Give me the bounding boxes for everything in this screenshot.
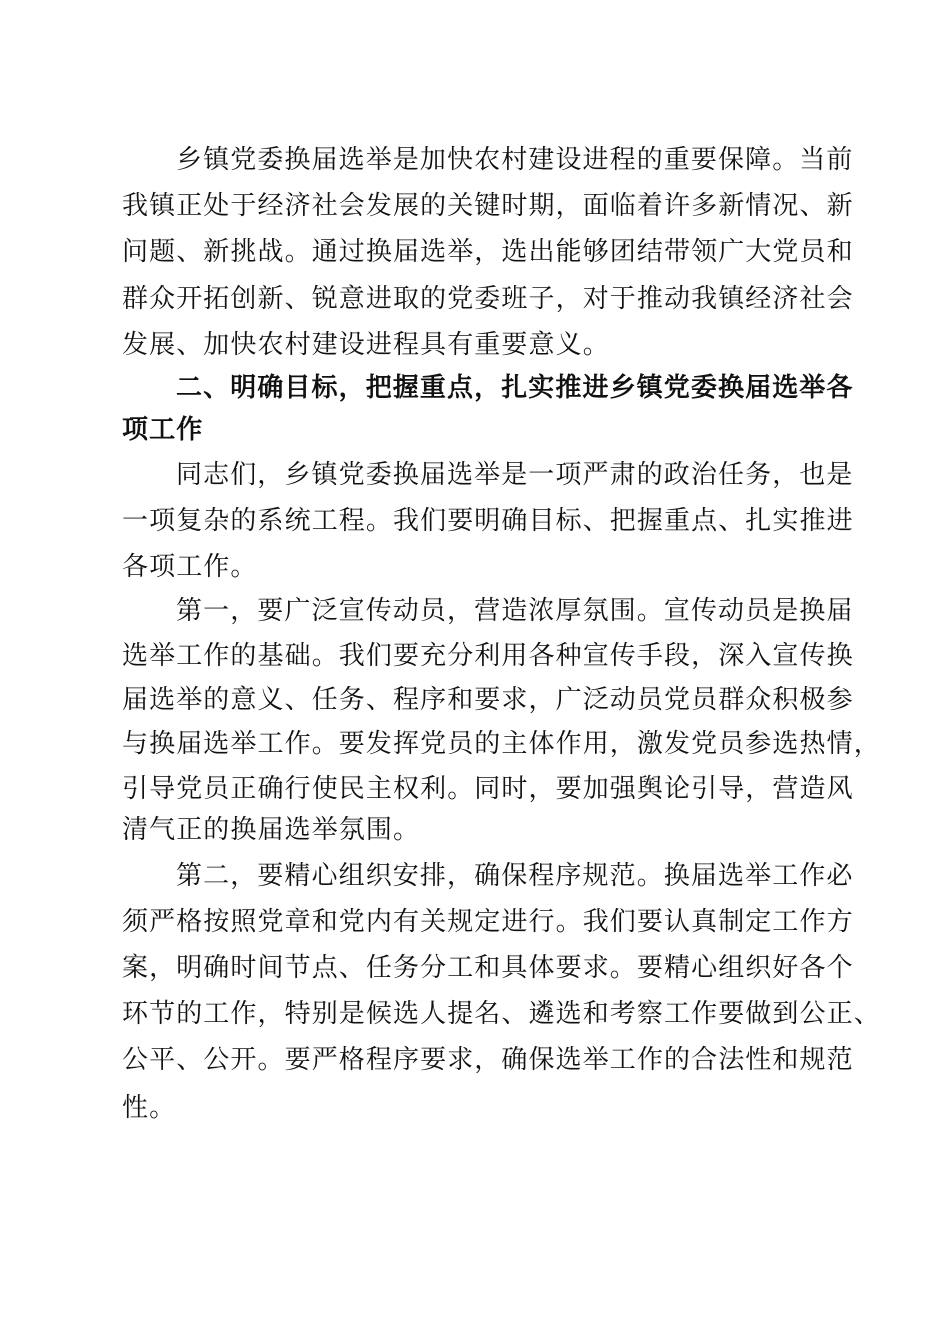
heading-line: 二、明确目标，把握重点，扎实推进乡镇党委换届选举各 [176, 373, 854, 403]
text-line: 与换届选举工作。要发挥党员的主体作用，激发党员参选热情， [122, 729, 881, 759]
text-line: 届选举的意义、任务、程序和要求，广泛动员党员群众积极参 [122, 685, 854, 715]
text-line: 公平、公开。要严格程序要求，确保选举工作的合法性和规范 [122, 1045, 854, 1075]
text-line: 案，明确时间节点、任务分工和具体要求。要精心组织好各个 [122, 953, 854, 983]
text-line: 发展、加快农村建设进程具有重要意义。 [122, 330, 610, 360]
text-line: 引导党员正确行使民主权利。同时，要加强舆论引导，营造风 [122, 774, 854, 804]
text-line: 问题、新挑战。通过换届选举，选出能够团结带领广大党员和 [122, 237, 854, 267]
text-line: 清气正的换届选举氛围。 [122, 815, 421, 845]
text-line: 须严格按照党章和党内有关规定进行。我们要认真制定工作方 [122, 907, 854, 937]
text-line: 选举工作的基础。我们要充分利用各种宣传手段，深入宣传换 [122, 641, 854, 671]
text-line: 第一，要广泛宣传动员，营造浓厚氛围。宣传动员是换届 [176, 596, 854, 626]
text-line: 乡镇党委换届选举是加快农村建设进程的重要保障。当前 [176, 145, 854, 175]
text-line: 各项工作。 [122, 552, 258, 582]
text-line: 我镇正处于经济社会发展的关键时期，面临着许多新情况、新 [122, 191, 854, 221]
text-line: 一项复杂的系统工程。我们要明确目标、把握重点、扎实推进 [122, 506, 854, 536]
text-line: 同志们，乡镇党委换届选举是一项严肃的政治任务，也是 [176, 460, 854, 490]
heading-line: 项工作 [122, 415, 204, 445]
text-line: 第二，要精心组织安排，确保程序规范。换届选举工作必 [176, 861, 854, 891]
text-line: 群众开拓创新、锐意进取的党委班子，对于推动我镇经济社会 [122, 284, 854, 314]
text-line: 性。 [122, 1093, 177, 1123]
text-line: 环节的工作，特别是候选人提名、遴选和考察工作要做到公正、 [122, 999, 881, 1029]
